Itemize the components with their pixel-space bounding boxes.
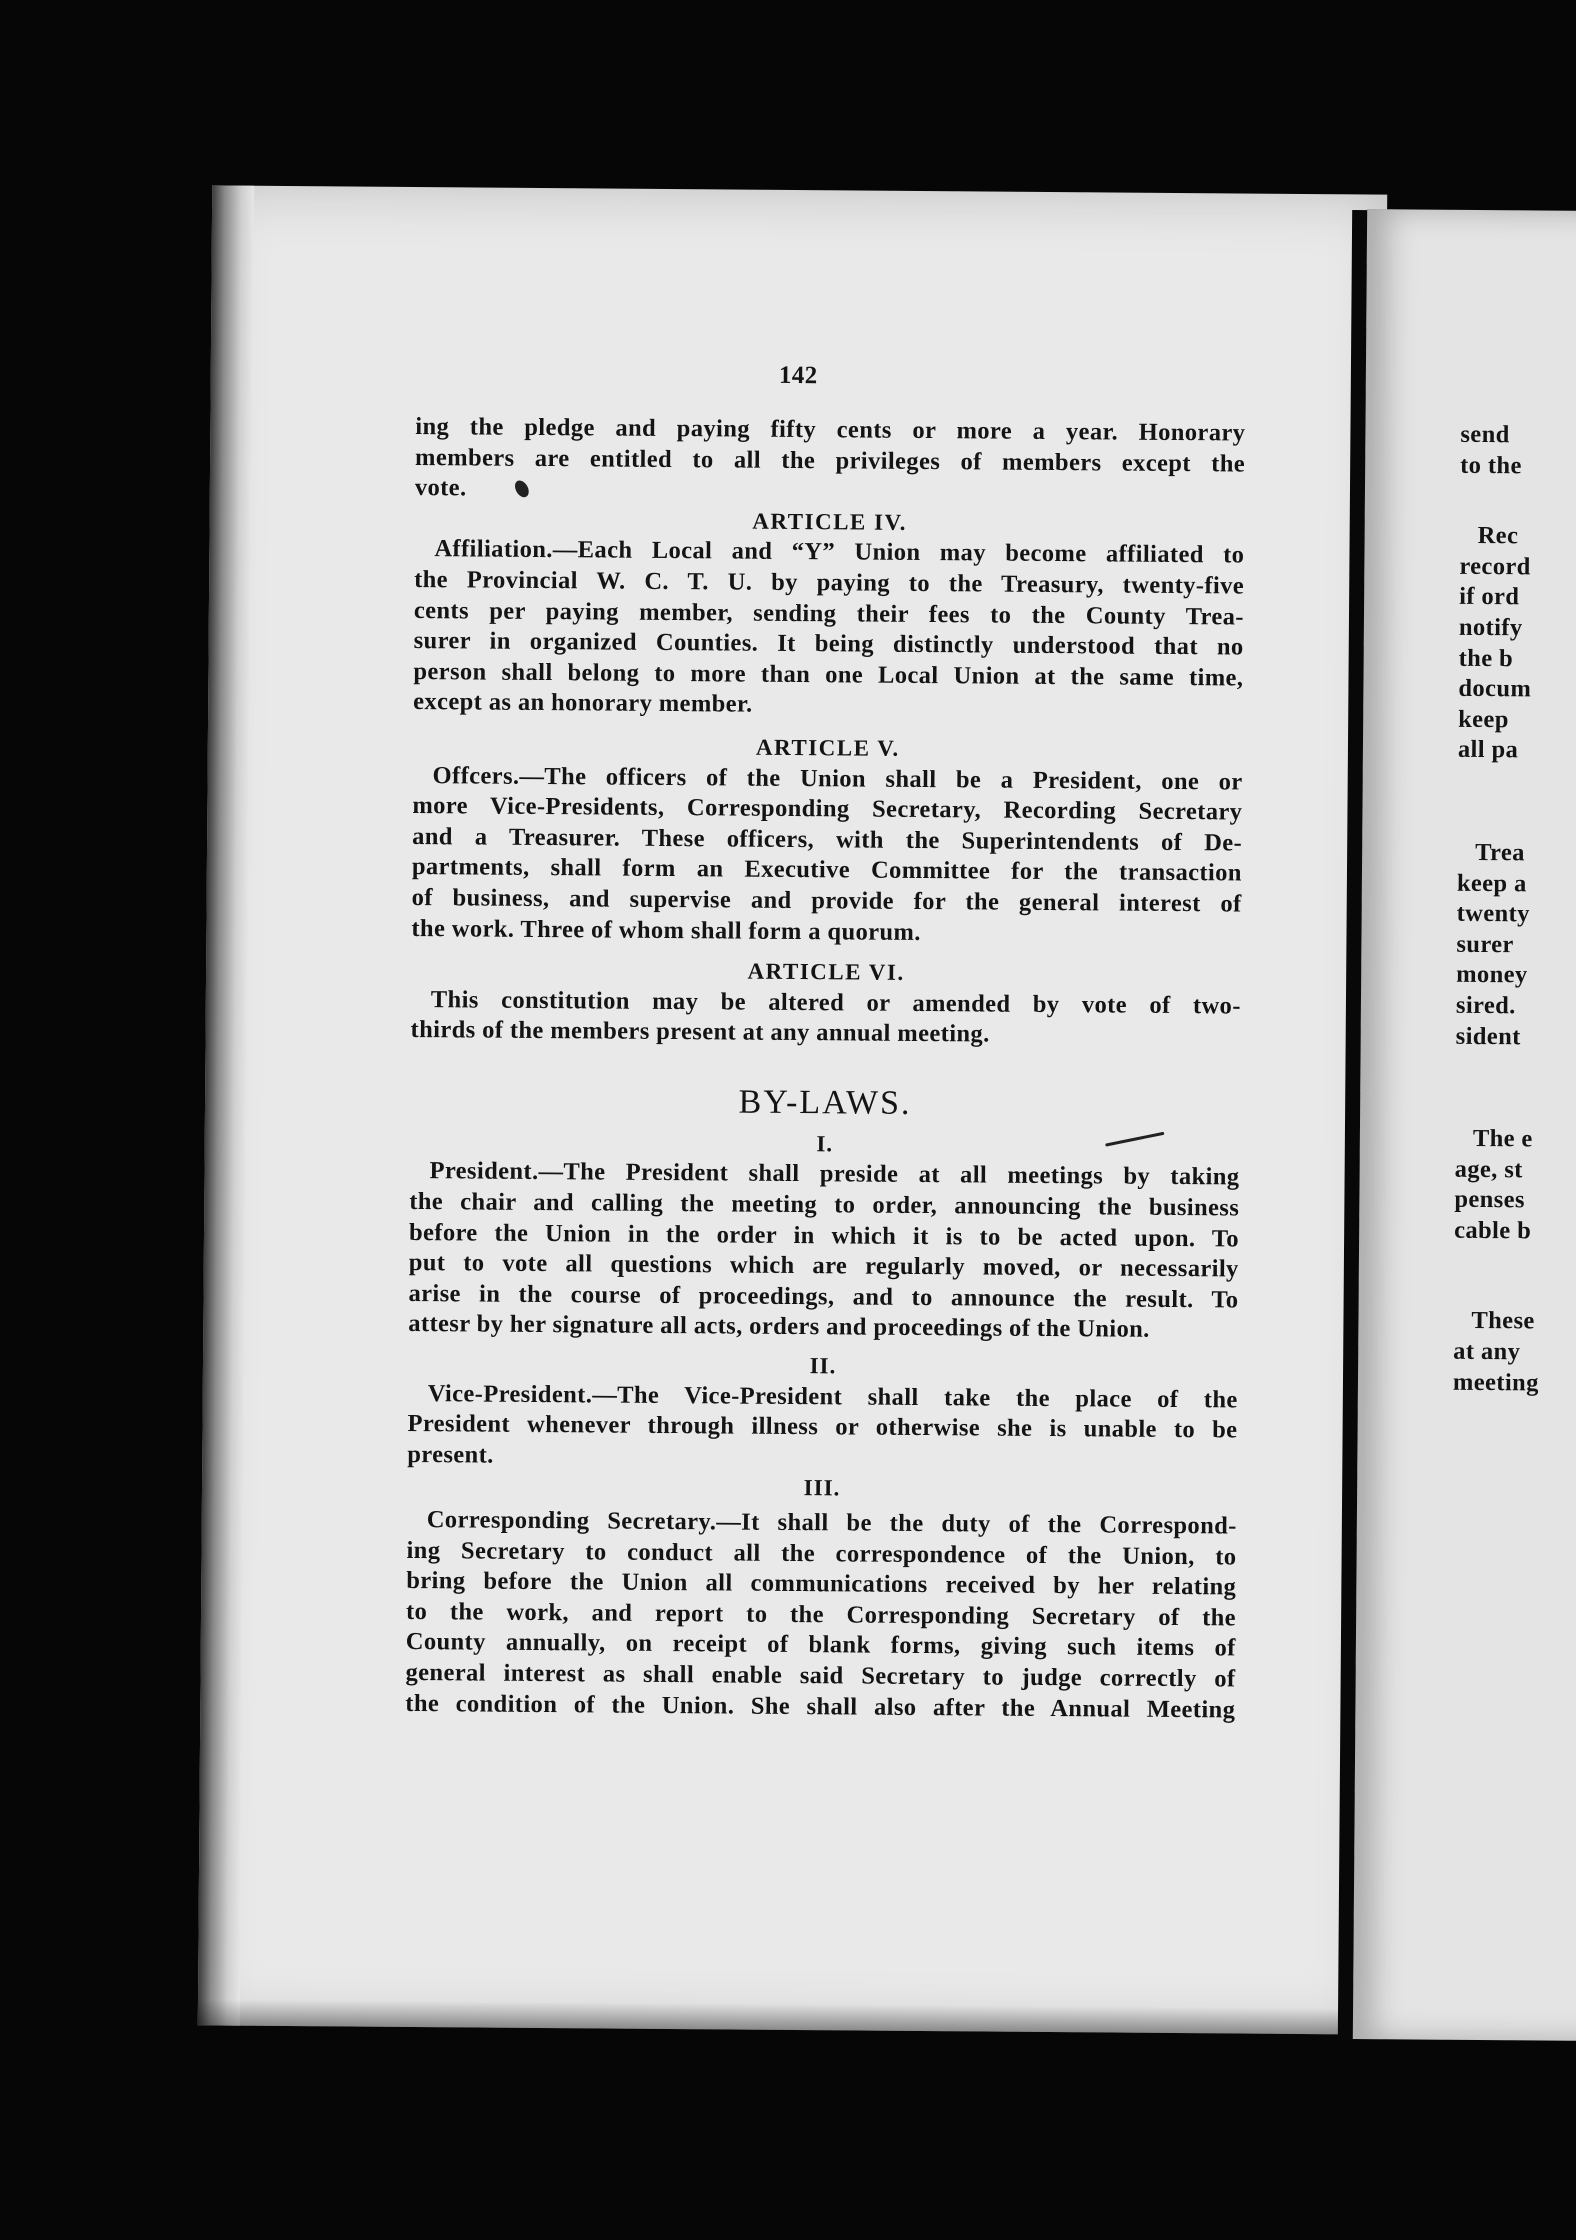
bylaw-numeral: I. bbox=[816, 1131, 834, 1157]
body-line: person shall belong to more than one Local Union at the same time, bbox=[413, 657, 1244, 692]
body-line: ing the pledge and paying fifty cents or more a year. Honorary bbox=[415, 413, 1246, 447]
body-line: Corresponding Secretary.—It shall be the duty of the Correspond- bbox=[426, 1506, 1237, 1540]
fragment-line: notify bbox=[1458, 613, 1523, 642]
body-line: bring before the Union all communications received by her relating bbox=[406, 1567, 1237, 1601]
bylaw-numeral: II. bbox=[809, 1353, 837, 1379]
fragment-line: all pa bbox=[1457, 736, 1519, 764]
left-page bbox=[198, 185, 1387, 2034]
fragment-line: cable b bbox=[1454, 1216, 1532, 1245]
fragment-line: send bbox=[1460, 420, 1510, 449]
body-line: President.—The President shall preside at all meetings by taking bbox=[429, 1157, 1240, 1191]
body-line: and a Treasurer. These officers, with the Superintendents of De- bbox=[412, 822, 1243, 857]
fragment-line: keep a bbox=[1456, 869, 1527, 897]
fragment-line: Rec bbox=[1477, 522, 1519, 550]
body-line: general interest as shall enable said Secretary to judge correctly of bbox=[405, 1658, 1236, 1693]
body-line: ing Secretary to conduct all the correspondence of the Union, to bbox=[406, 1536, 1237, 1571]
body-line: except as an honorary member. bbox=[413, 688, 753, 719]
body-line: the chair and calling the meeting to order, announcing the business bbox=[409, 1188, 1240, 1222]
body-line: President whenever through illness or otherwise she is unable to be bbox=[407, 1410, 1238, 1444]
body-line: thirds of the members present at any annual meeting. bbox=[410, 1016, 990, 1048]
body-line: the work. Three of whom shall form a quorum. bbox=[411, 914, 921, 946]
article-v-heading: ARTICLE V. bbox=[755, 734, 900, 761]
body-line: more Vice-Presidents, Corresponding Secretary, Recording Secretary bbox=[412, 792, 1243, 826]
bylaw-numeral: III. bbox=[803, 1475, 841, 1501]
body-line: members are entitled to all the privileges of members except the bbox=[415, 443, 1246, 478]
fragment-line: penses bbox=[1454, 1186, 1526, 1214]
facing-page bbox=[1353, 209, 1576, 2041]
fragment-line: at any bbox=[1453, 1337, 1521, 1366]
page-body bbox=[405, 412, 1245, 1726]
fragment-line: the b bbox=[1458, 644, 1514, 672]
fragment-line: meeting bbox=[1452, 1368, 1539, 1397]
body-line: vote. bbox=[414, 474, 467, 502]
body-line: County annually, on receipt of blank forms, giving such items of bbox=[405, 1628, 1236, 1662]
fragment-line: docum bbox=[1458, 674, 1532, 703]
page-number: 142 bbox=[778, 361, 818, 390]
fragment-line: The e bbox=[1472, 1125, 1533, 1153]
body-line: Affiliation.—Each Local and “Y” Union may become affiliated to bbox=[434, 535, 1245, 569]
fragment-line: sident bbox=[1455, 1022, 1521, 1050]
article-vi-heading: ARTICLE VI. bbox=[747, 958, 905, 985]
facing-page-text bbox=[1453, 420, 1576, 1399]
bylaws-heading: BY-LAWS. bbox=[738, 1083, 912, 1122]
fragment-line: These bbox=[1471, 1307, 1535, 1335]
body-line: present. bbox=[407, 1440, 494, 1469]
body-line: Vice-President.—The Vice-President shall take the place of the bbox=[427, 1379, 1238, 1414]
fragment-line: Trea bbox=[1475, 838, 1525, 867]
body-line: put to vote all questions which are regularly moved, or necessarily bbox=[408, 1249, 1239, 1283]
fragment-line: money bbox=[1456, 961, 1528, 989]
body-line: of business, and supervise and provide for the general interest of bbox=[411, 883, 1242, 918]
fragment-line: if ord bbox=[1459, 583, 1520, 611]
body-line: to the work, and report to the Corresponding Secretary of the bbox=[405, 1597, 1237, 1632]
fragment-line: twenty bbox=[1456, 899, 1530, 928]
body-line: the condition of the Union. She shall also after the Annual Meeting bbox=[405, 1689, 1236, 1724]
fragment-line: age, st bbox=[1454, 1155, 1523, 1184]
body-line: the Provincial W. C. T. U. by paying to the Treasury, twenty-five bbox=[414, 565, 1245, 600]
body-line: before the Union in the order in which it is to be acted upon. To bbox=[408, 1218, 1240, 1253]
fragment-line: sired. bbox=[1455, 991, 1516, 1020]
body-line: surer in organized Counties. It being distinctly understood that no bbox=[413, 627, 1244, 661]
body-line: attesr by her signature all acts, orders and proceedings of the Union. bbox=[408, 1310, 1150, 1344]
fragment-line: to the bbox=[1460, 451, 1522, 479]
body-line: cents per paying member, sending their fees to the County Trea- bbox=[413, 596, 1244, 631]
body-line: This constitution may be altered or amended by vote of two- bbox=[430, 985, 1241, 1020]
fragment-line: record bbox=[1459, 552, 1531, 581]
article-iv-heading: ARTICLE IV. bbox=[752, 508, 908, 535]
fragment-line: surer bbox=[1456, 930, 1514, 958]
body-line: arise in the course of proceedings, and to announce the result. To bbox=[408, 1279, 1239, 1314]
body-line: partments, shall form an Executive Committee for the transaction bbox=[411, 853, 1242, 887]
body-line: Offcers.—The officers of the Union shall be a President, one or bbox=[432, 761, 1243, 796]
fragment-line: keep bbox=[1458, 705, 1509, 733]
